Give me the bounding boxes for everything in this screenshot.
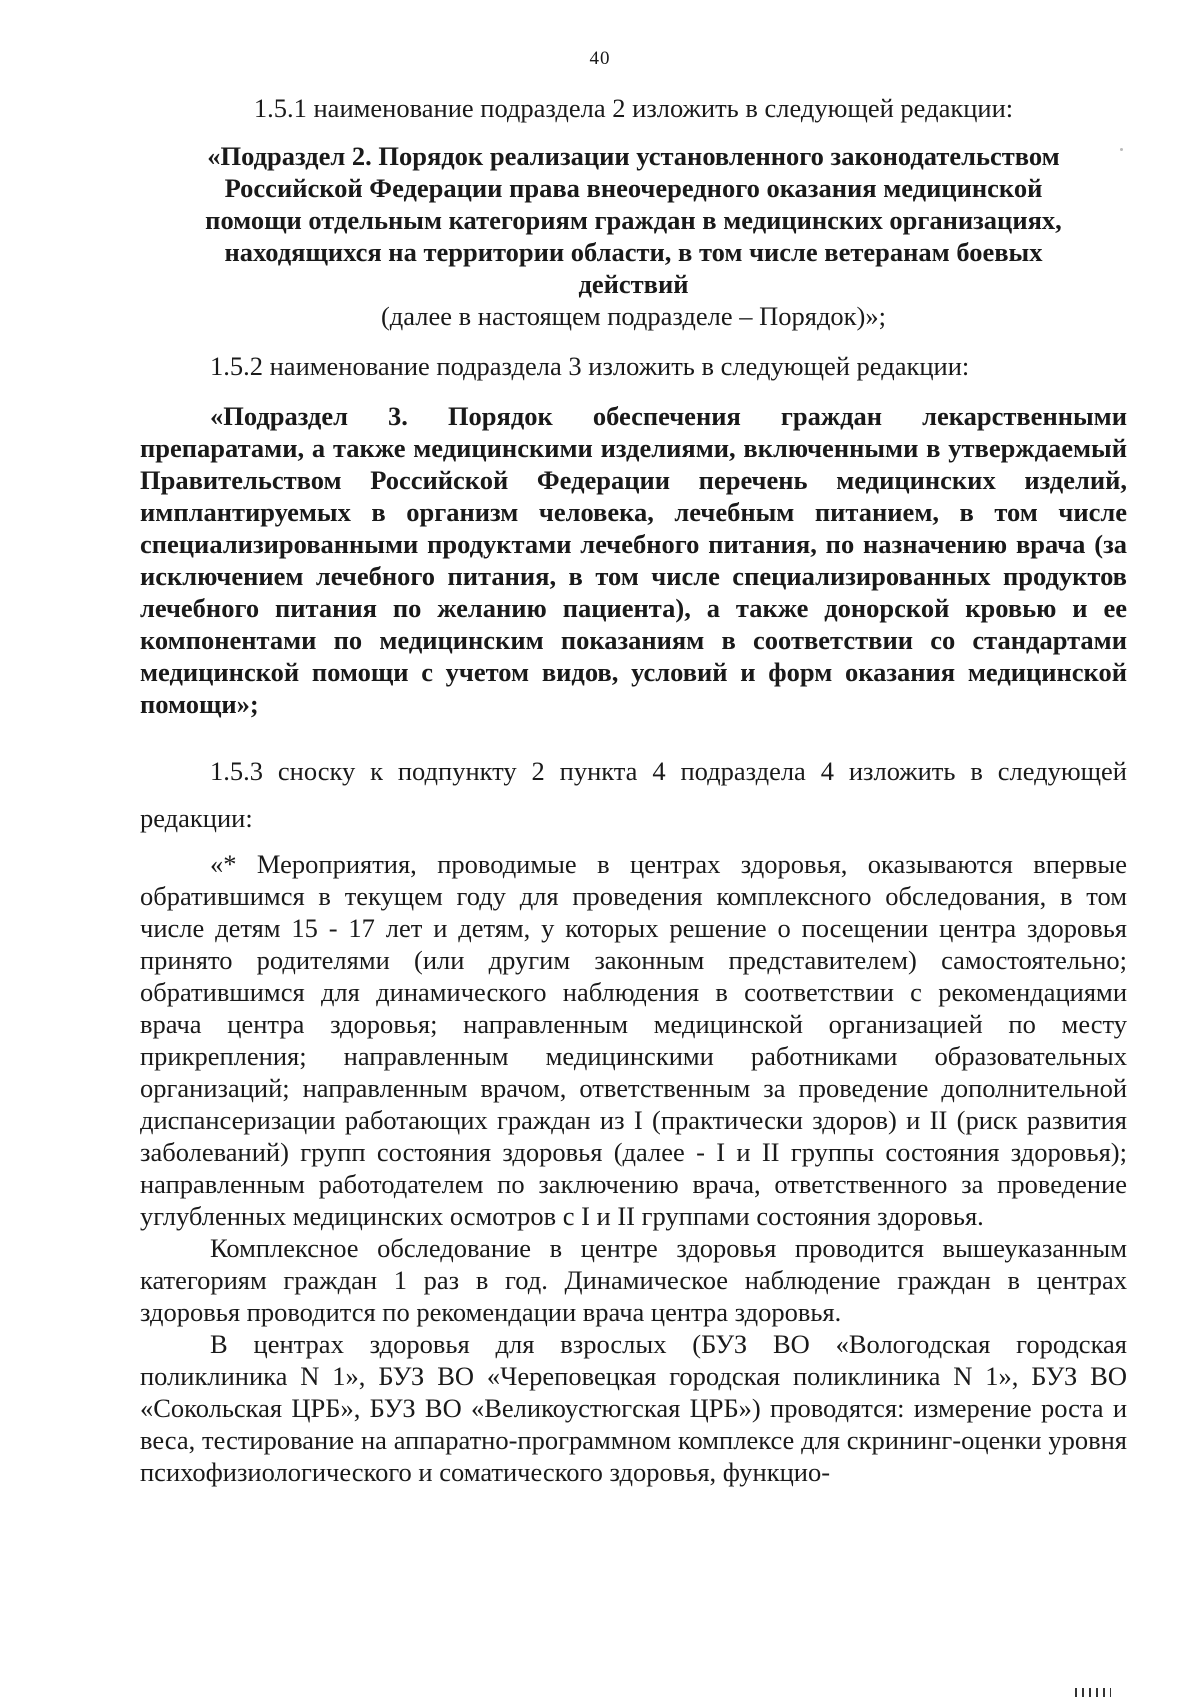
scan-edge-mark	[1075, 1688, 1111, 1697]
item-1-5-3: 1.5.3 сноску к подпункту 2 пункта 4 подраздела 4 изложить в следующей редакции:	[140, 756, 1127, 833]
item-1-5-1: 1.5.1 наименование подраздела 2 изложить в следующей редакции:	[253, 93, 1014, 123]
footnote-paragraph: В центрах здоровья для взрослых (БУЗ ВО «Вологодская городская поликлиника N 1», БУЗ ВО «Череповецкая городская поликлиника N 1», БУЗ ВО «Сокольская ЦРБ», БУЗ ВО «Великоустюгская ЦРБ») проводятся: измерение роста и веса, тестирование на аппаратно-программном комплексе для скрининг-оценки уровня психофизиологического и соматического здоровья, функцио-	[140, 1329, 1127, 1487]
footnote-body	[140, 848, 1127, 1488]
page-number: 40	[589, 48, 611, 69]
footnote-paragraph: Комплексное обследование в центре здоровья проводится вышеуказанным категориям граждан 1 раз в год. Динамическое наблюдение граждан в центрах здоровья проводится по рекомендации врача центра здоровья.	[140, 1233, 1127, 1327]
subsection-2-note: (далее в настоящем подразделе – Порядок)»;	[380, 301, 886, 331]
page-content	[140, 92, 1127, 1488]
footnote-paragraph: «* Мероприятия, проводимые в центрах здоровья, оказываются впервые обратившимся в текущем году для проведения комплексного обследования, в том числе детям 15 - 17 лет и детям, у которых решение о посещении центра здоровья принято родителями (или другим законным представителем) самостоятельно; обратившимся для динамического наблюдения в соответствии с рекомендациями врача центра здоровья; направленным медицинской организацией по месту прикрепления; направленным медицинскими работниками образовательных организаций; направленным врачом, ответственным за проведение дополнительной диспансеризации работающих граждан из I (практически здоров) и II (риск развития заболеваний) групп состояния здоровья (далее - I и II группы состояния здоровья); направленным работодателем по заключению врача, ответственного за проведение углубленных медицинских осмотров с I и II группами состояния здоровья.	[140, 849, 1127, 1231]
subsection-2-title: «Подраздел 2. Порядок реализации установленного законодательством Российской Федерации права внеочередного оказания медицинской помощи отдельным категориям граждан в медицинских организациях, находящихся на территории области, в том числе ветеранам боевых действий	[205, 141, 1062, 299]
subsection-3-title: «Подраздел 3. Порядок обеспечения граждан лекарственными препаратами, а также медицинскими изделиями, включенными в утверждаемый Правительством Российской Федерации перечень медицинских изделий, имплантируемых в организм человека, лечебным питанием, в том числе специализированными продуктами лечебного питания, по назначению врача (за исключением лечебного питания, в том числе специализированных продуктов лечебного питания по желанию пациента), а также донорской кровью и ее компонентами по медицинским показаниям в соответствии со стандартами медицинской помощи с учетом видов, условий и форм оказания медицинской помощи»;	[140, 401, 1127, 719]
item-1-5-2: 1.5.2 наименование подраздела 3 изложить в следующей редакции:	[210, 351, 970, 381]
